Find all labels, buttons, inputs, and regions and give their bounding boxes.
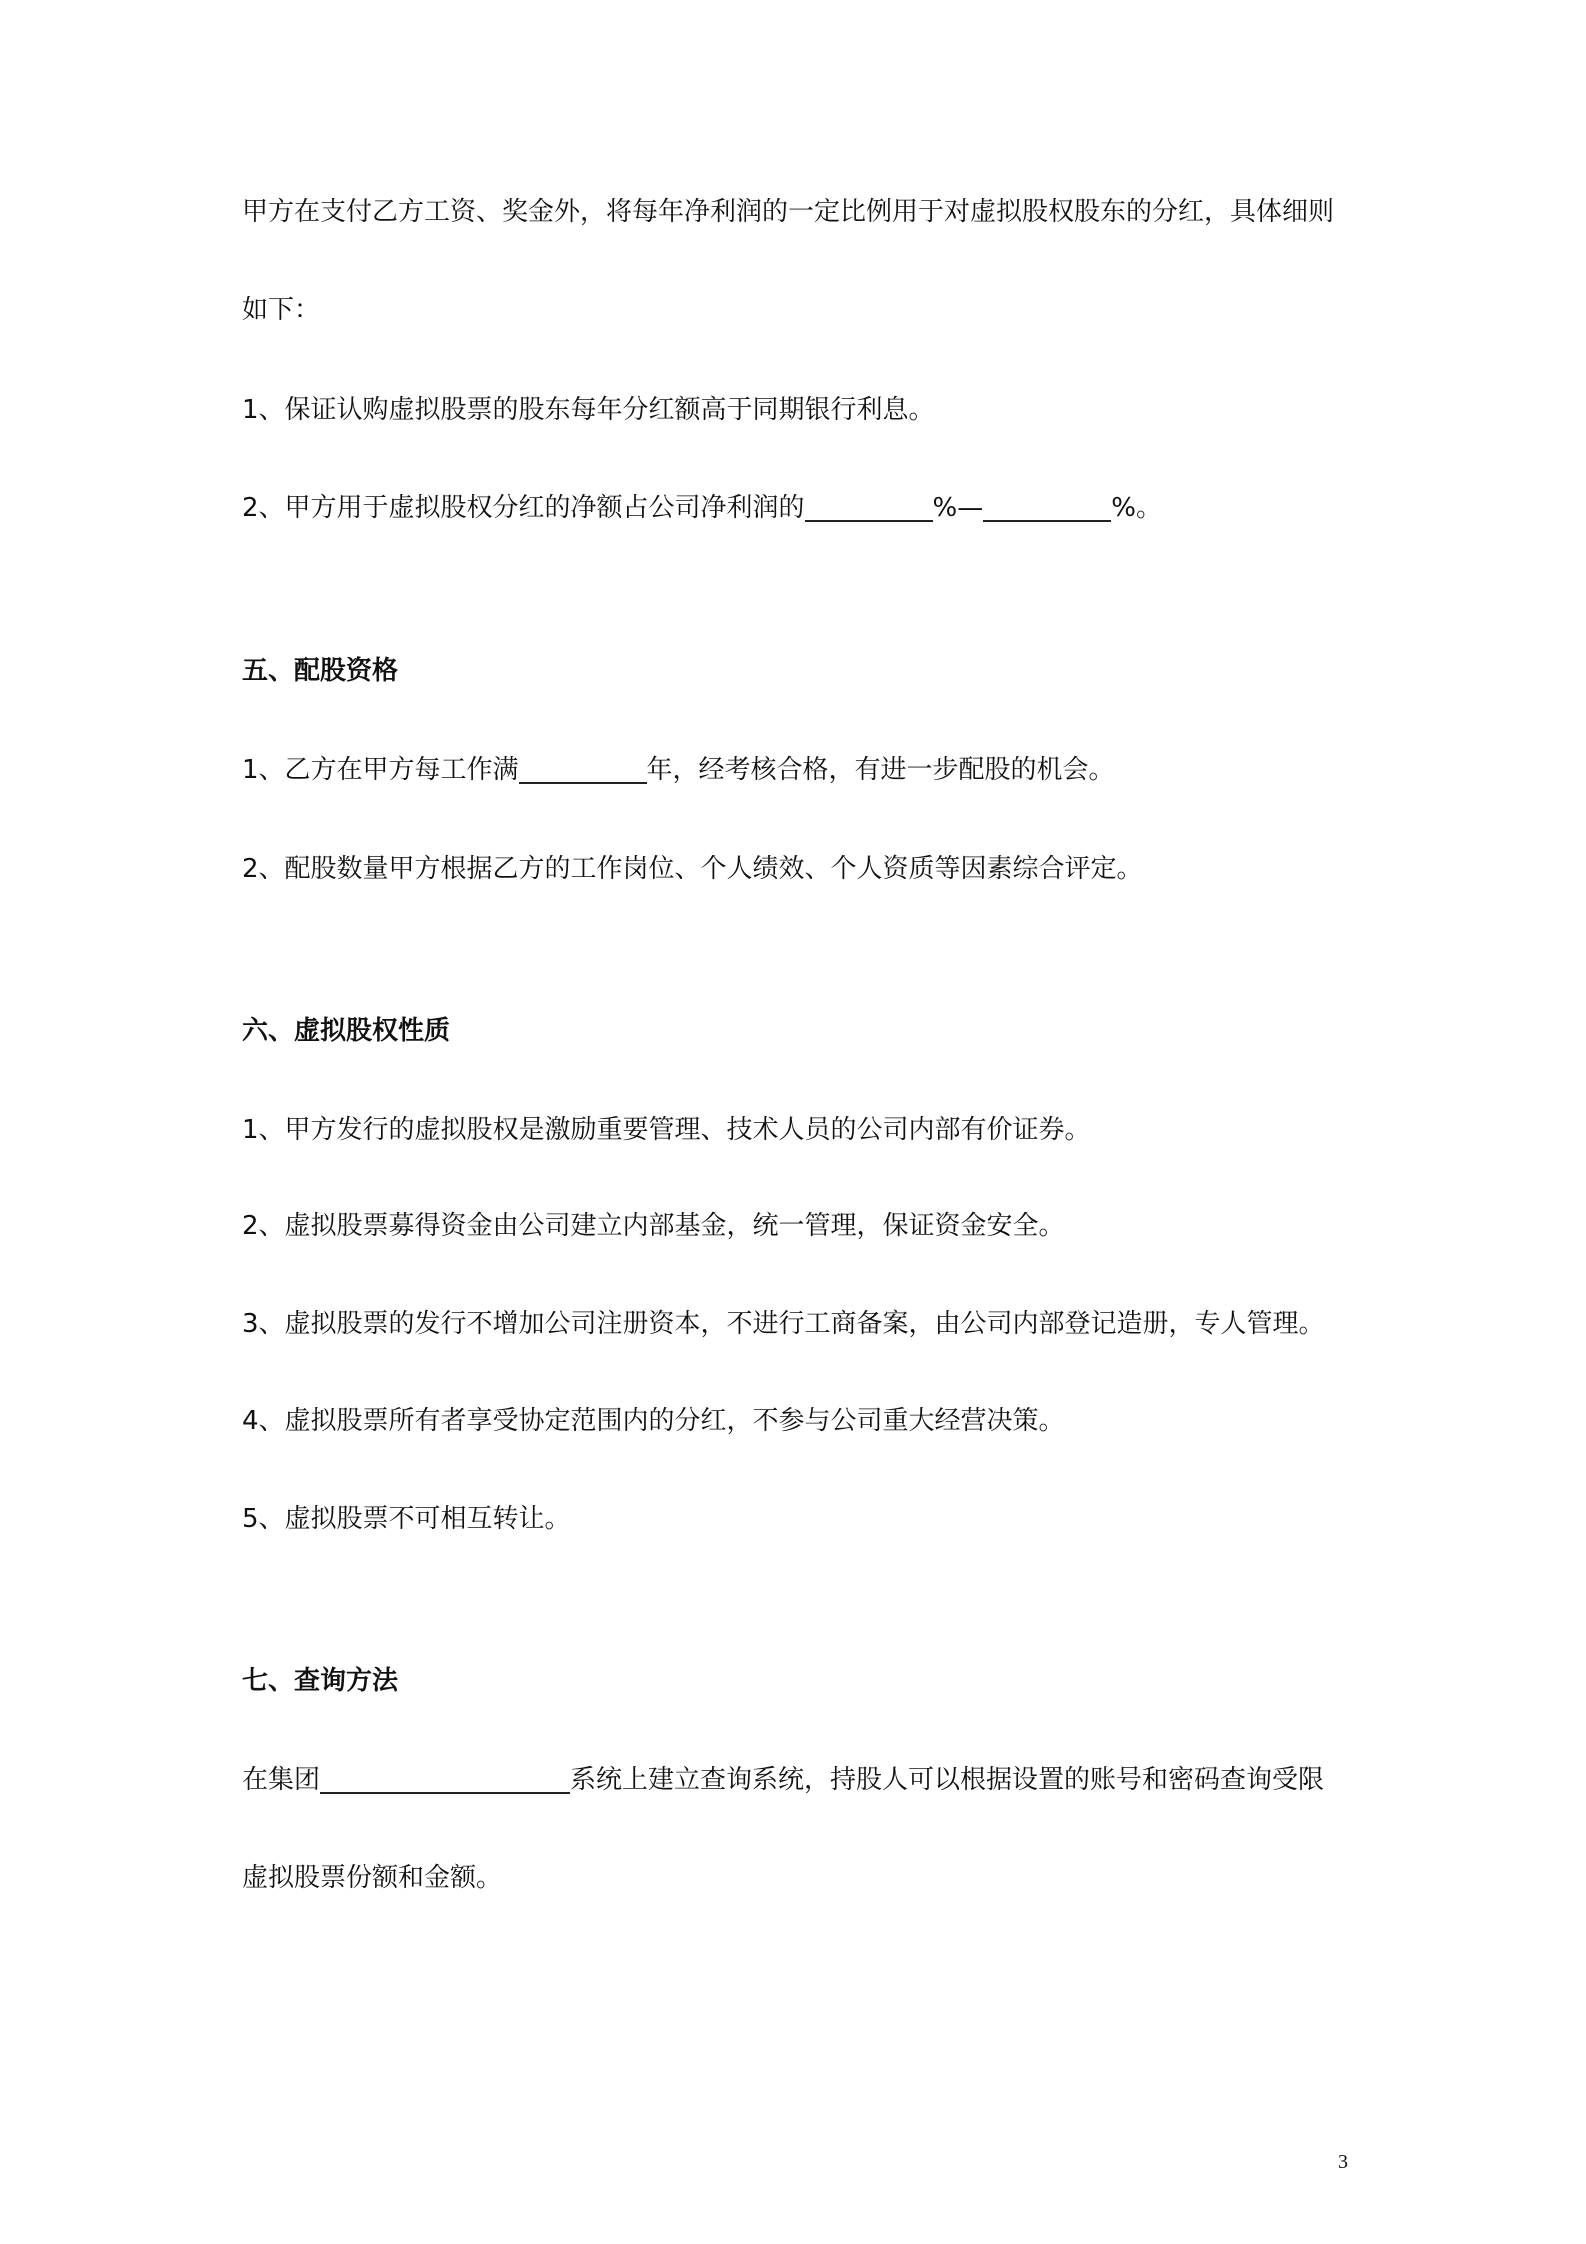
section-7-line-1	[242, 1760, 1324, 1800]
section-6-heading: 六、虚拟股权性质	[242, 1016, 451, 1046]
dividend-intro-line-1: 甲方在支付乙方工资、奖金外，将每年净利润的一定比例用于对虚拟股权股东的分红，具体细则	[242, 197, 1335, 227]
section-5-item-1-suffix: 年，经考核合格，有进一步配股的机会。	[646, 755, 1115, 785]
section-5-heading: 五、配股资格	[242, 656, 399, 686]
section-6-item-1: 1、甲方发行的虚拟股权是激励重要管理、技术人员的公司内部有价证券。	[242, 1115, 1091, 1145]
fill-blank	[320, 1762, 570, 1794]
section-5-item-2: 2、配股数量甲方根据乙方的工作岗位、个人绩效、个人资质等因素综合评定。	[242, 854, 1143, 884]
section-6-item-4: 4、虚拟股票所有者享受协定范围内的分红，不参与公司重大经营决策。	[242, 1406, 1065, 1436]
section-6-item-5: 5、虚拟股票不可相互转让。	[242, 1504, 571, 1534]
dividend-item-2-prefix: 2、甲方用于虚拟股权分红的净额占公司净利润的	[242, 493, 805, 523]
dividend-item-2	[242, 488, 1162, 528]
dividend-intro-line-2: 如下：	[242, 295, 321, 325]
page-number: 3	[1338, 2151, 1348, 2173]
section-7-heading: 七、查询方法	[242, 1666, 399, 1696]
dividend-item-2-mid: %—	[932, 493, 984, 523]
fill-blank	[805, 490, 933, 522]
dividend-item-2-suffix: %。	[1111, 493, 1162, 523]
section-6-item-3: 3、虚拟股票的发行不增加公司注册资本，不进行工商备案，由公司内部登记造册，专人管理。	[242, 1309, 1325, 1339]
section-6-item-2: 2、虚拟股票募得资金由公司建立内部基金，统一管理，保证资金安全。	[242, 1211, 1065, 1241]
section-7-line-1-prefix: 在集团	[242, 1765, 321, 1795]
section-5-item-1-prefix: 1、乙方在甲方每工作满	[242, 755, 519, 785]
section-7-line-2: 虚拟股票份额和金额。	[242, 1863, 503, 1893]
section-5-item-1	[242, 750, 1115, 790]
fill-blank	[519, 752, 647, 784]
dividend-item-1: 1、保证认购虚拟股票的股东每年分红额高于同期银行利息。	[242, 395, 935, 425]
fill-blank	[983, 490, 1111, 522]
section-7-line-1-suffix: 系统上建立查询系统，持股人可以根据设置的账号和密码查询受限	[570, 1765, 1325, 1795]
